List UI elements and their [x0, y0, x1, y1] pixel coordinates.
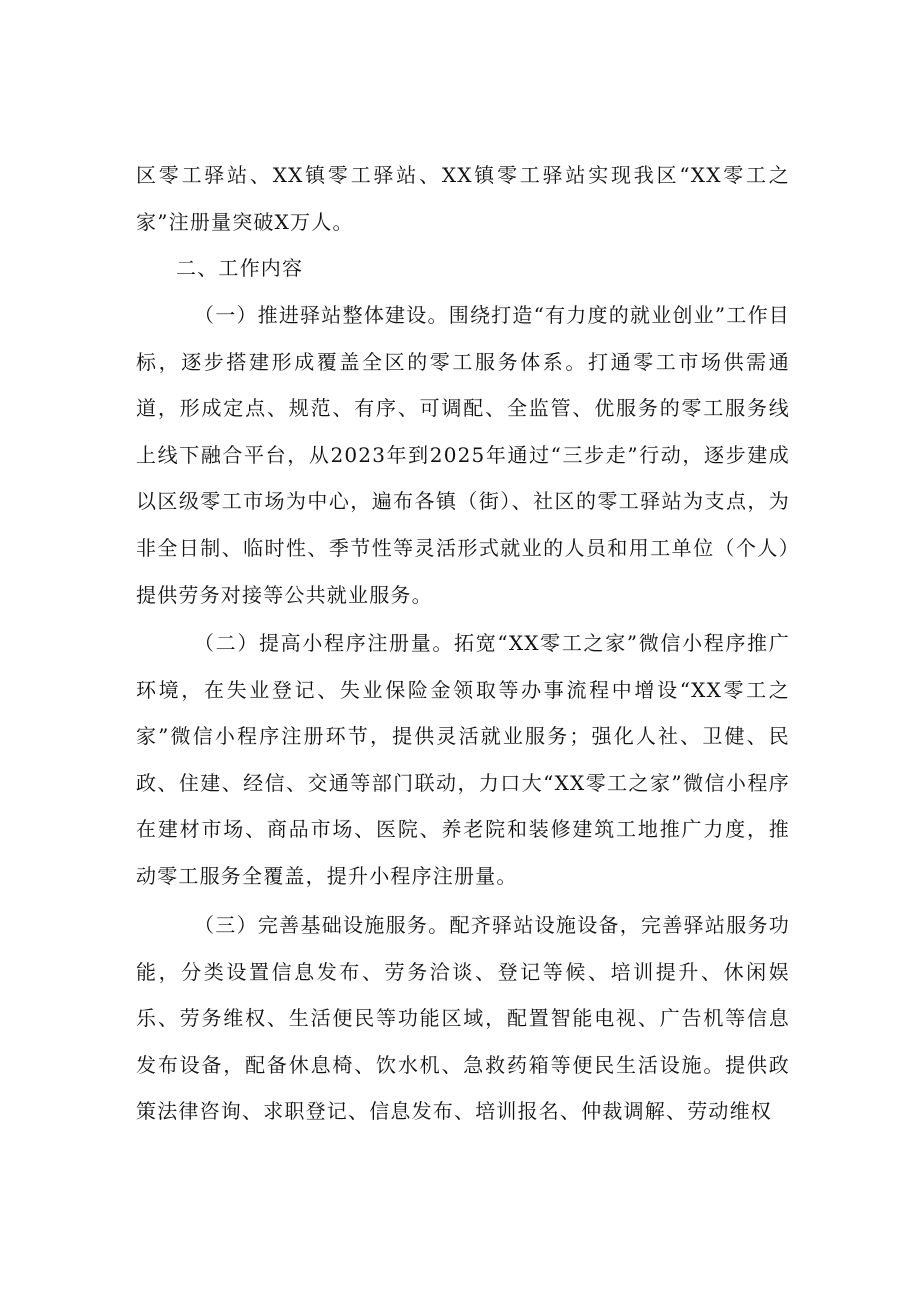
paragraph-3: （三）完善基础设施服务。配齐驿站设施设备，完善驿站服务功能，分类设置信息发布、劳务洽谈、登记等候、培训提升、休闲娱乐、劳务维权、生活便民等功能区域，配置智能电视、广告机等信息发布设备，配备休息椅、饮水机、急救药箱等便民生活设施。提供政策法律咨询、求职登记、信息发布、培训报名、仲裁调解、劳动维权: [136, 913, 790, 1124]
section-heading: 二、工作内容: [176, 256, 304, 280]
paragraph-1: （一）推进驿站整体建设。围绕打造“有力度的就业创业”工作目标，逐步搭建形成覆盖全区的零工服务体系。打通零工市场供需通道，形成定点、规范、有序、可调配、全监管、优服务的零工服务线上线下融合平台，从2023年到2025年通过“三步走”行动，逐步建成以区级零工市场为中心，遍布各镇（街）、社区的零工驿站为支点，为非全日制、临时性、季节性等灵活形式就业的人员和用工单位（个人）提供劳务对接等公共就业服务。: [136, 303, 790, 607]
paragraph-2: （二）提高小程序注册量。拓宽“XX零工之家”微信小程序推广环境，在失业登记、失业保险金领取等办事流程中增设“XX零工之家”微信小程序注册环节，提供灵活就业服务；强化人社、卫健、民政、住建、经信、交通等部门联动，力口大“XX零工之家”微信小程序在建材市场、商品市场、医院、养老院和装修建筑工地推广力度，推动零工服务全覆盖，提升小程序注册量。: [136, 631, 790, 888]
continuation-paragraph: 区零工驿站、XX镇零工驿站、XX镇零工驿站实现我区“XX零工之家”注册量突破X万人。: [136, 163, 790, 234]
